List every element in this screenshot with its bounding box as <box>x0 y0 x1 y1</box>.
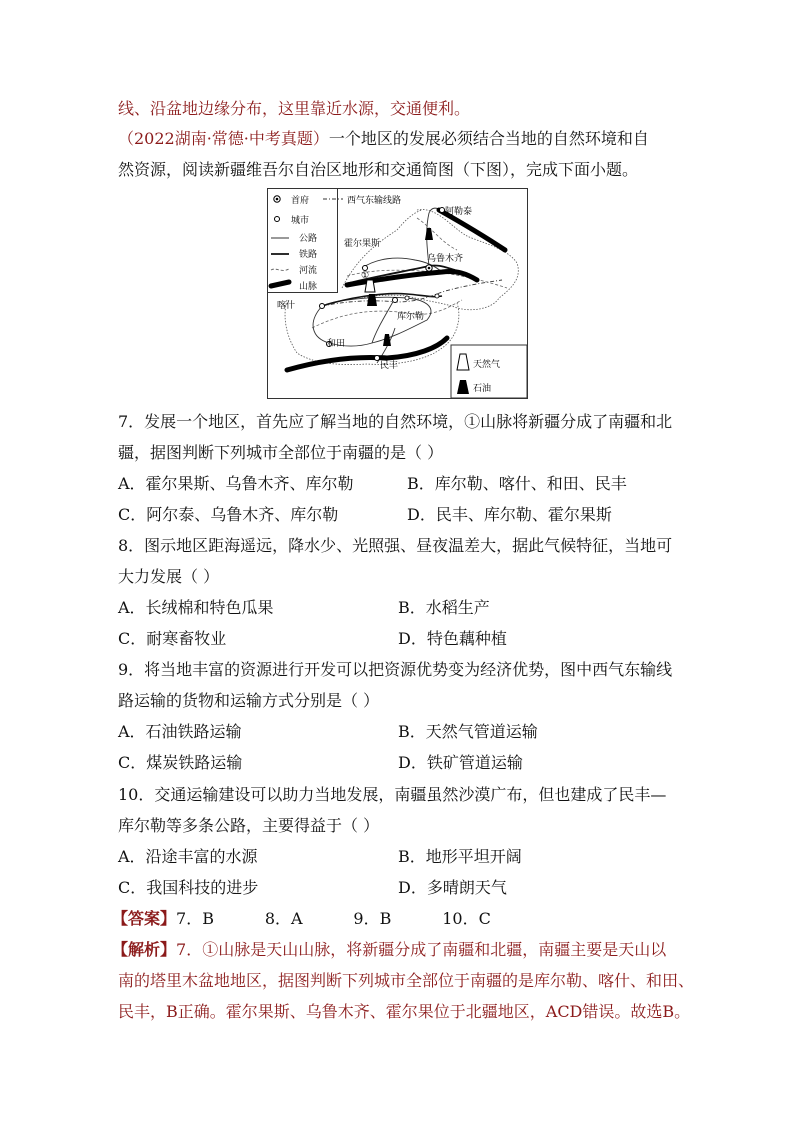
legend-gas: 天然气 <box>473 359 501 369</box>
legend-city: 城市 <box>291 215 310 225</box>
label-marker-1: ① <box>361 270 370 280</box>
analysis-tag: 【解析】 <box>112 940 177 959</box>
lead-source: （2022湖南·常德·中考真题） <box>118 129 329 148</box>
q10-option-c: C．我国科技的进步 <box>118 878 259 897</box>
legend-mountain: 山脉 <box>299 281 318 291</box>
city-dot <box>393 298 398 303</box>
q10-option-b: B．地形平坦开阔 <box>398 847 522 866</box>
legend-capital: 首府 <box>291 195 310 205</box>
q7-option-b: B．库尔勒、喀什、和田、民丰 <box>407 474 627 493</box>
lead-text-1: 一个地区的发展必须结合当地的自然环境和自 <box>328 129 649 148</box>
q8-stem-1: 8．图示地区距海遥远，降水少、光照强、昼夜温差大，据此气候特征，当地可 <box>118 536 673 555</box>
lead-line-1 <box>118 128 649 150</box>
xinjiang-map <box>267 188 528 399</box>
legend-highway: 公路 <box>299 233 318 243</box>
label-hotan: 和田 <box>327 338 346 348</box>
q9-option-a: A．石油铁路运输 <box>118 722 242 741</box>
gas-symbol <box>365 280 375 292</box>
label-kashgar: 喀什 <box>277 300 296 310</box>
q7-option-a: A．霍尔果斯、乌鲁木齐、库尔勒 <box>118 474 354 493</box>
q8-option-b: B．水稻生产 <box>398 598 490 617</box>
legend-river: 河流 <box>299 265 318 275</box>
city-dot <box>320 304 325 309</box>
lead-line-2: 然资源，阅读新疆维吾尔自治区地形和交通简图（下图），完成下面小题。 <box>118 160 639 179</box>
answer-tag: 【答案】 <box>112 909 177 928</box>
intro-tail: 线、沿盆地边缘分布，这里靠近水源，交通便利。 <box>118 99 471 118</box>
q8-option-d: D．特色藕种植 <box>398 629 507 648</box>
city-dot <box>440 208 445 213</box>
analysis-text-1: 7．①山脉是天山山脉，将新疆分成了南疆和北疆，南疆主要是天山以 <box>176 940 667 959</box>
q9-stem-2: 路运输的货物和运输方式分别是（ ） <box>118 691 380 710</box>
analysis-text-2: 南的塔里木盆地地区，据图判断下列城市全部位于南疆的是库尔勒、喀什、和田、 <box>118 971 695 990</box>
analysis-text-3: 民丰，B正确。霍尔果斯、乌鲁木齐、霍尔果位于北疆地区，ACD错误。故选B。 <box>118 1002 691 1021</box>
analysis-line-1 <box>112 939 666 961</box>
q7-option-d: D．民丰、库尔勒、霍尔果斯 <box>407 505 612 524</box>
label-urumqi: 乌鲁木齐 <box>427 253 464 263</box>
q9-option-b: B．天然气管道运输 <box>398 722 538 741</box>
q9-option-c: C．煤炭铁路运输 <box>118 753 243 772</box>
answer-line <box>112 908 491 930</box>
q8-option-c: C．耐寒畜牧业 <box>118 629 227 648</box>
legend-oil: 石油 <box>473 383 492 393</box>
q9-option-d: D．铁矿管道运输 <box>398 753 523 772</box>
q7-stem-2: 疆，据图判断下列城市全部位于南疆的是（ ） <box>118 443 444 462</box>
answer-text: 7．B 8．A 9．B 10．C <box>176 909 491 928</box>
city-dot <box>375 356 380 361</box>
q10-option-d: D．多晴朗天气 <box>398 878 507 897</box>
legend-pipeline: 西气东输线路 <box>347 195 402 205</box>
label-korla: 库尔勒 <box>397 311 425 321</box>
q7-option-c: C．阿尔泰、乌鲁木齐、库尔勒 <box>118 505 339 524</box>
q9-stem-1: 9．将当地丰富的资源进行开发可以把资源优势变为经济优势，图中西气东输线 <box>118 660 673 679</box>
q10-option-a: A．沿途丰富的水源 <box>118 847 258 866</box>
q10-stem-2: 库尔勒等多条公路，主要得益于（ ） <box>118 816 380 835</box>
label-minfeng: 民丰 <box>380 360 399 370</box>
q8-stem-2: 大力发展（ ） <box>118 567 220 586</box>
label-khorgos: 霍尔果斯 <box>344 238 381 248</box>
q10-stem-1: 10．交通运输建设可以助力当地发展，南疆虽然沙漠广布，但也建成了民丰— <box>118 785 667 804</box>
q7-stem-1: 7．发展一个地区，首先应了解当地的自然环境，①山脉将新疆分成了南疆和北 <box>118 412 673 431</box>
legend-railway: 铁路 <box>299 249 318 259</box>
q8-option-a: A．长绒棉和特色瓜果 <box>118 598 274 617</box>
label-altay: 阿勒泰 <box>445 206 473 216</box>
